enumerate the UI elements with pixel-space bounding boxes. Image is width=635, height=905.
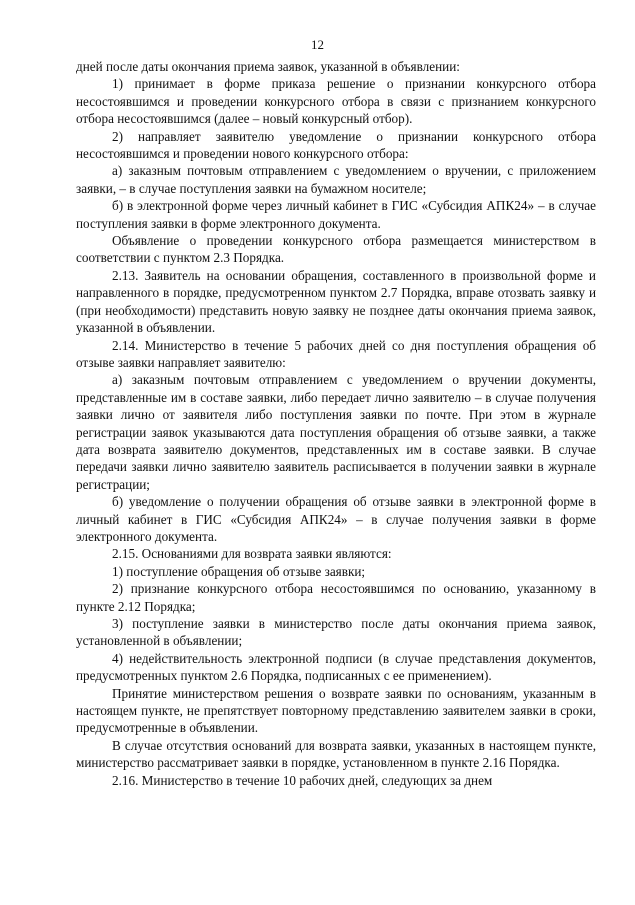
paragraph: 2.16. Министерство в течение 10 рабочих дней, следующих за днем xyxy=(112,772,493,788)
paragraph: б) в электронной форме через личный кабинет в ГИС «Субсидия АПК24» – в случае поступления заявки в форме электронного документа. xyxy=(76,198,596,231)
paragraph: 2.14. Министерство в течение 5 рабочих дней со дня поступления обращения об отзыве заявки направляет заявителю: xyxy=(76,337,596,370)
page-number: 12 xyxy=(311,37,324,52)
paragraph: а) заказным почтовым отправлением с уведомлением о вручении, с приложением заявки, – в случае поступления заявки на бумажном носителе; xyxy=(76,163,596,196)
paragraph: 2.15. Основаниями для возврата заявки являются: xyxy=(112,546,392,562)
paragraph: дней после даты окончания приема заявок, указанной в объявлении: xyxy=(76,59,460,74)
paragraph: 4) недействительность электронной подписи (в случае представления документов, предусмотренных пунктом 2.6 Порядка, подписанных с ее применением). xyxy=(76,650,596,684)
paragraph: В случае отсутствия оснований для возврата заявки, указанных в настоящем пункте, министерство рассматривает заявки в порядке, установленном в пункте 2.16 Порядка. xyxy=(76,737,596,771)
paragraph: 1) принимает в форме приказа решение о признании конкурсного отбора несостоявшимся и проведении конкурсного отбора в связи с признанием конкурсного отбора несостоявшимся (далее – новый конкурсный отбор). xyxy=(76,76,596,127)
document-body xyxy=(76,58,596,789)
paragraph: 2) направляет заявителю уведомление о признании конкурсного отбора несостоявшимся и проведении нового конкурсного отбора: xyxy=(76,128,596,162)
paragraph: Объявление о проведении конкурсного отбора размещается министерством в соответствии с пунктом 2.3 Порядка. xyxy=(76,233,596,266)
paragraph: 1) поступление обращения об отзыве заявки; xyxy=(112,563,366,579)
paragraph: 3) поступление заявки в министерство после даты окончания приема заявок, установленной в объявлении; xyxy=(76,616,596,649)
paragraph: Принятие министерством решения о возврате заявки по основаниям, указанным в настоящем пункте, не препятствует повторному представлению заявителем заявки в сроки, предусмотренные в объявлении. xyxy=(76,685,596,736)
paragraph: а) заказным почтовым отправлением с уведомлением о вручении документы, представленные им в составе заявки, либо передает лично заявителю – в случае получения заявки лично от заявителя либо поступления заявки по почте. При этом в журнале регистрации заявок указываются дата поступления обращения об отзыве заявки, а также дата возврата заявителю документов, представленных им в составе заявки. В случае передачи заявки лично заявителю заявитель расписывается в получении заявки в журнале регистрации; xyxy=(76,372,596,492)
paragraph: 2) признание конкурсного отбора несостоявшимся по основанию, указанному в пункте 2.12 Порядка; xyxy=(76,581,596,614)
paragraph: 2.13. Заявитель на основании обращения, составленного в произвольной форме и направленного в порядке, предусмотренном пунктом 2.7 Порядка, вправе отозвать заявку и (при необходимости) представить новую заявку не позднее даты окончания приема заявок, указанной в объявлении. xyxy=(76,267,596,336)
paragraph: б) уведомление о получении обращения об отзыве заявки в электронной форме в личный кабинет в ГИС «Субсидия АПК24» – в случае получения заявки в форме электронного документа. xyxy=(76,494,596,544)
